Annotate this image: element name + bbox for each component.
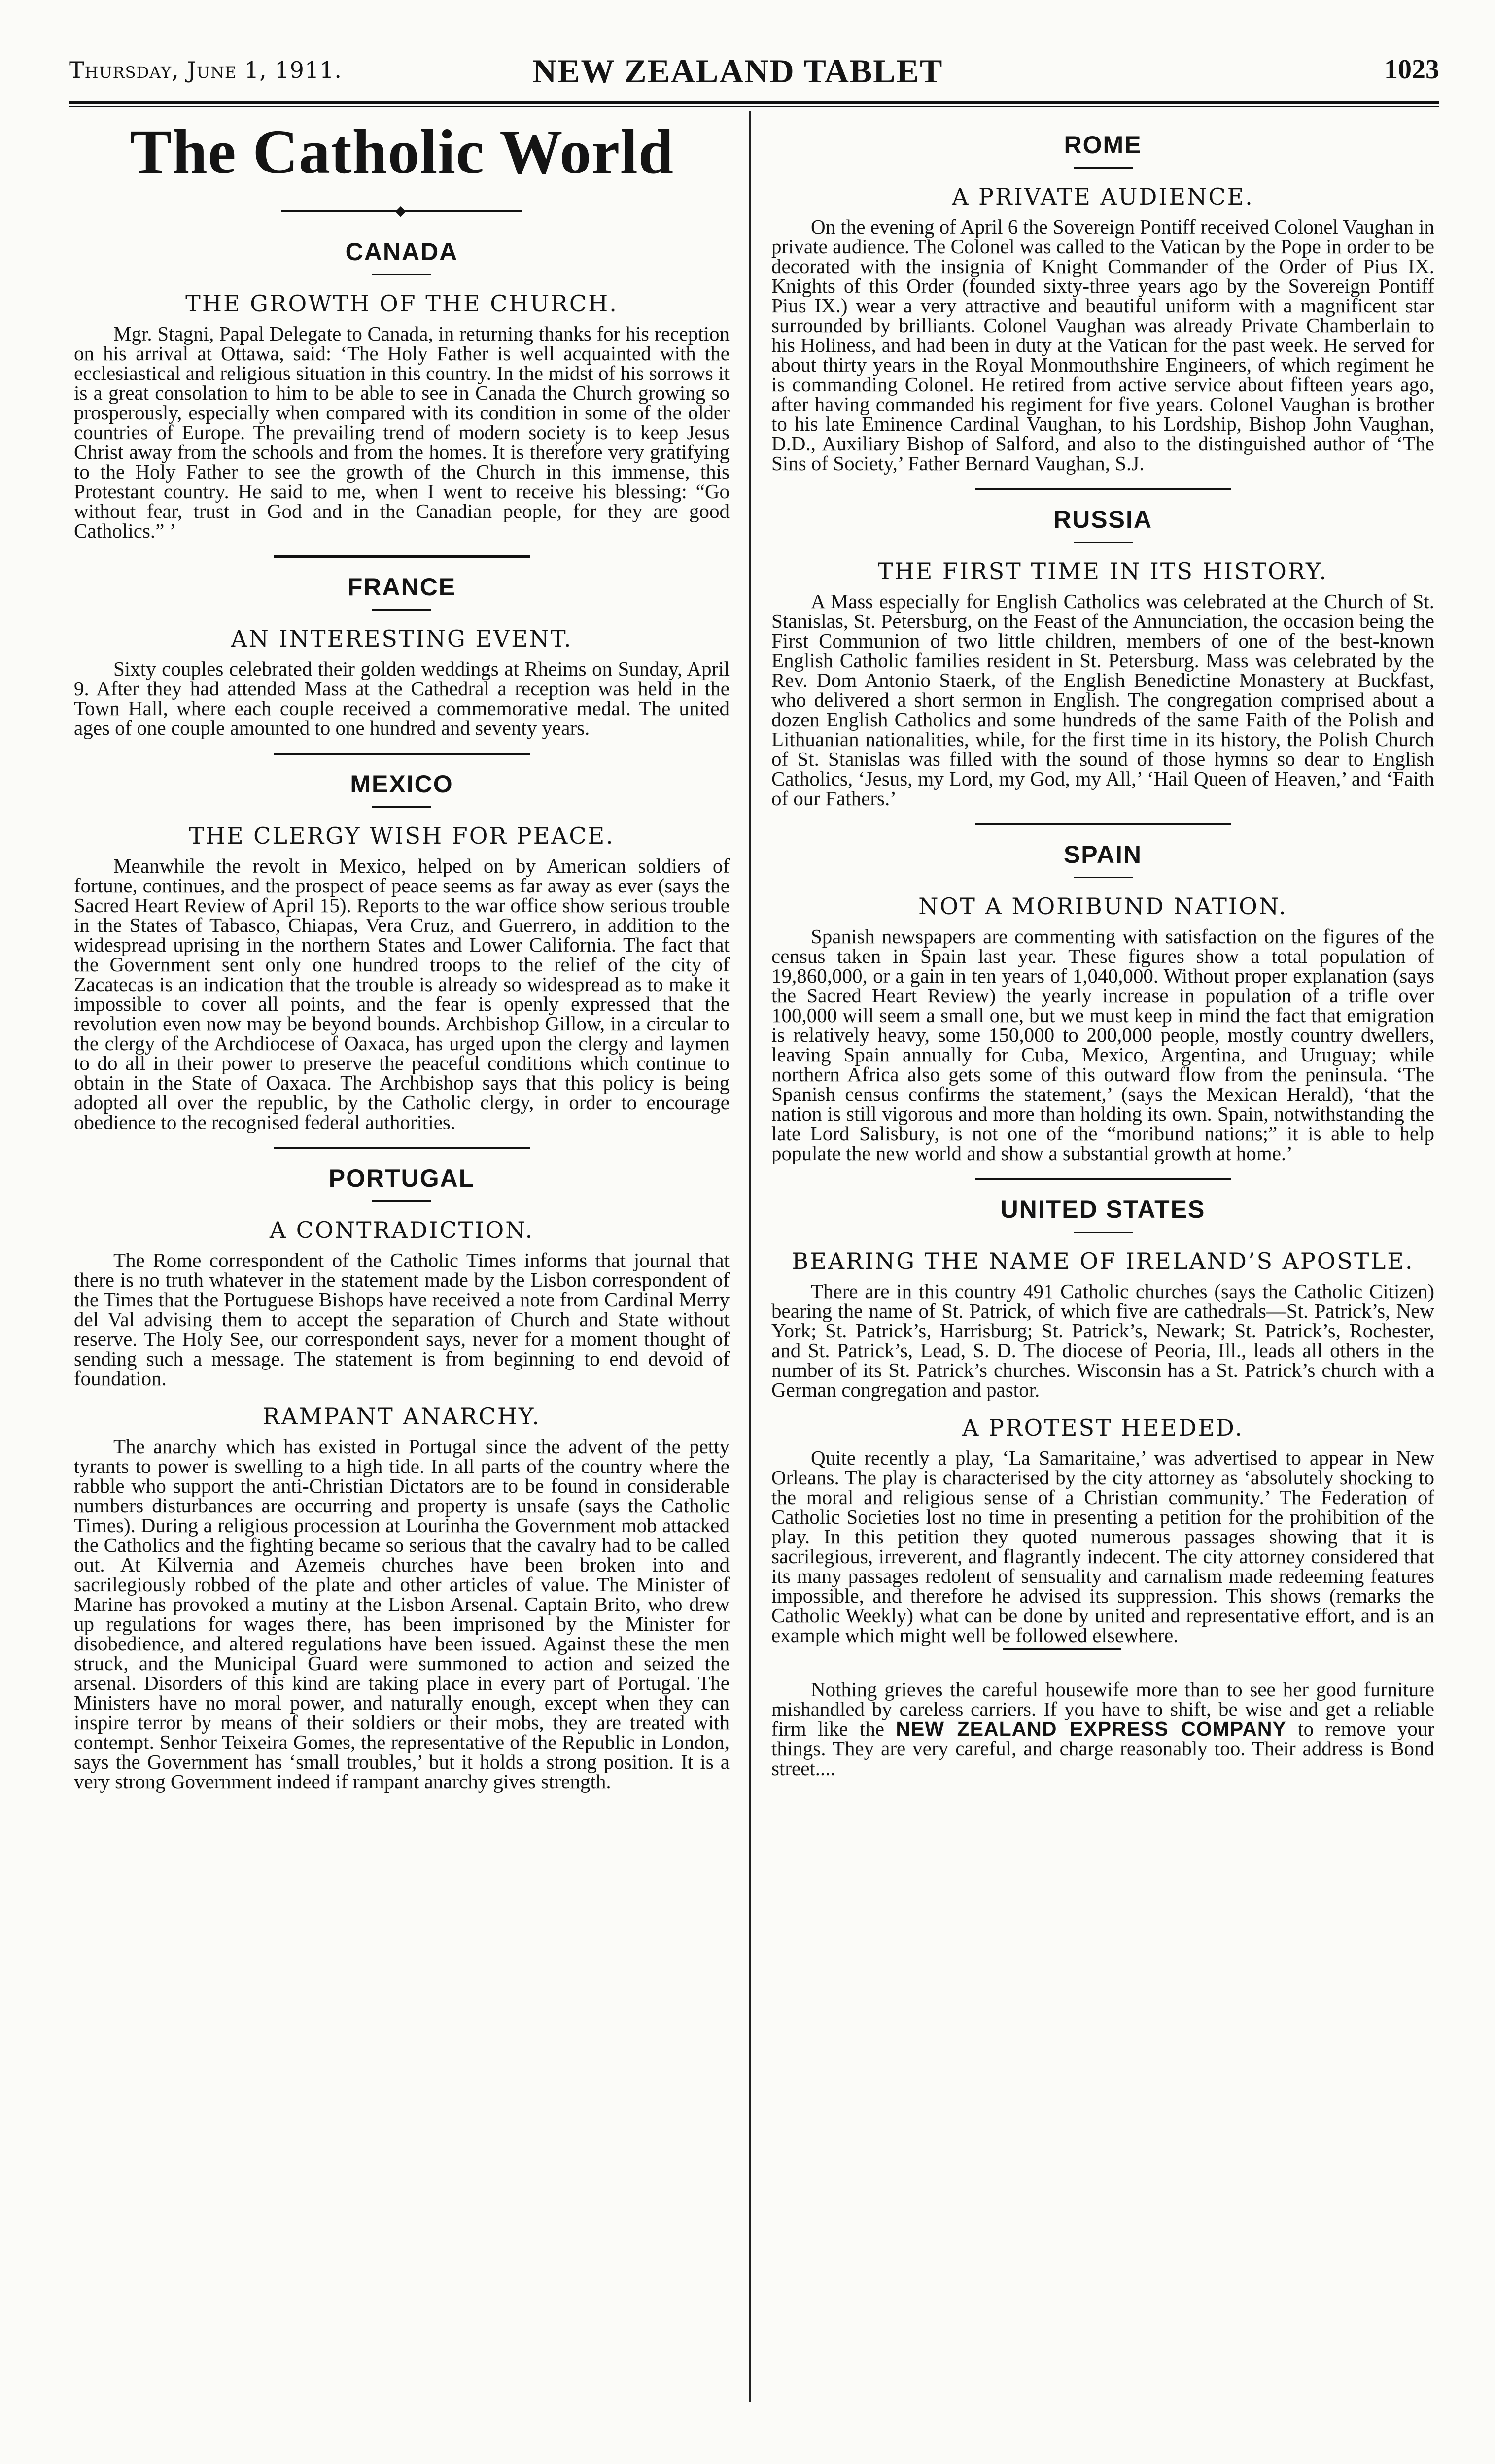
section-divider	[975, 823, 1231, 825]
section-heading: MEXICO	[350, 770, 453, 798]
heading-rule	[1074, 542, 1133, 543]
heading-rule	[372, 1200, 431, 1202]
article-subheading: A CONTRADICTION.	[269, 1217, 534, 1243]
title-ornament	[74, 203, 730, 218]
section-russia	[771, 505, 1434, 808]
section-divider	[975, 488, 1231, 490]
heading-rule	[372, 806, 431, 808]
section-mexico	[74, 770, 730, 1132]
page-header	[69, 52, 1439, 101]
article-subheading: BEARING THE NAME OF IRELAND’S APOSTLE.	[792, 1248, 1414, 1274]
article-subheading: THE GROWTH OF THE CHURCH.	[185, 290, 618, 317]
issue-date: Thursday, June 1, 1911.	[69, 57, 342, 83]
section-divider	[975, 1178, 1231, 1180]
article-subheading: RAMPANT ANARCHY.	[262, 1403, 541, 1430]
article-subheading: AN INTERESTING EVENT.	[231, 625, 573, 652]
left-column	[74, 111, 730, 1791]
section-canada	[74, 238, 730, 541]
article-body: A Mass especially for English Catholics was celebrated at the Church of St. Stanislas, St. Petersburg, on the Feast of the Annunciation, the occasion being the First Communion of two little children, members of one of the best-known English Catholic families resident in St. Petersburg. Mass was celebrated by the Rev. Dom Antonio Staerk, of the English Benedictine Monastery at Buckfast, who delivered a short sermon in English. The congregation comprised about a dozen English Catholics and some hundreds of the same Faith of the Polish and Lithuanian nationalities, while, for the first time in its history, the Polish Church of St. Stanislas was filled with the sound of those hymns so dear to English Catholics, ‘Jesus, my Lord, my God, my All,’ ‘Hail Queen of Heaven,’ and ‘Faith of our Fathers.’	[771, 590, 1434, 810]
header-rule-thin	[69, 106, 1439, 107]
heading-rule	[372, 274, 431, 275]
spacer	[74, 1388, 730, 1400]
right-column	[771, 111, 1434, 1778]
article-body: Quite recently a play, ‘La Samaritaine,’ was advertised to appear in New Orleans. The play is characterised by the city attorney as ‘absolutely shocking to the moral and religious sense of a Christian community.’ The Federation of Catholic Societies lost no time in presenting a petition for the prohibition of the play. In this petition they quoted numerous passages showing that it is sacrilegious, irreverent, and flagrantly indecent. The city attorney considered that its many passages redolent of sensuality and carnalism made redeeming features impossible, and therefore he advised its suppression. This shows (remarks the Catholic Weekly) what can be done by united and representative effort, and is an example which might well be followed elsewhere.	[771, 1446, 1434, 1646]
article-body: There are in this country 491 Catholic churches (says the Catholic Citizen) bearing the name of St. Patrick, of which five are cathedrals—St. Patrick’s, New York; St. Patrick’s, Harrisburg; St. Patrick’s, Newark; St. Patrick’s, Rochester, and St. Patrick’s, Lead, S. D. The diocese of Peoria, Ill., leads all others in the number of its St. Patrick’s churches. Wisconsin has a St. Patrick’s church with a German congregation and pastor.	[771, 1280, 1434, 1401]
heading-rule	[1074, 877, 1133, 878]
section-divider	[274, 753, 530, 755]
article-body: Sixty couples celebrated their golden weddings at Rheims on Sunday, April 9. After they had attended Mass at the Cathedral a reception was held in the Town Hall, where each couple received a commemorative medal. The united ages of one couple amounted to one hundred and seventy years.	[74, 657, 730, 739]
article-body: On the evening of April 6 the Sovereign Pontiff received Colonel Vaughan in private audience. The Colonel was called to the Vatican by the Pope in order to be decorated with the insignia of Knight Commander of the Order of Pius IX. Knights of this Order (founded sixty-three years ago by the Sovereign Pontiff Pius IX.) wear a very attractive and beautiful uniform with a magnificent star surrounded by brilliants. Colonel Vaughan was already Private Chamberlain to his Holiness, and had been in duty at the Vatican for the past week. He served for about thirty years in the Royal Monmouthshire Engineers, of which regiment he is commanding Colonel. He retired from active service about fifteen years ago, after having commanded his regiment for five years. Colonel Vaughan is brother to his late Eminence Cardinal Vaughan, to his Lordship, Bishop John Vaughan, D.D., Auxiliary Bishop of Salford, and also to the distinguished author of ‘The Sins of Society,’ Father Bernard Vaughan, S.J.	[771, 215, 1434, 475]
section-heading: RUSSIA	[1053, 506, 1152, 533]
article-subheading: THE FIRST TIME IN ITS HISTORY.	[877, 558, 1328, 584]
spacer	[771, 1400, 1434, 1411]
diamond-icon: ◆	[395, 203, 406, 219]
section-heading: FRANCE	[347, 573, 456, 601]
article-subheading: THE CLERGY WISH FOR PEACE.	[189, 822, 615, 849]
heading-rule	[372, 609, 431, 611]
section-portugal	[74, 1164, 730, 1791]
section-heading: SPAIN	[1063, 841, 1143, 868]
section-divider	[274, 1147, 530, 1149]
article-body: Spanish newspapers are commenting with satisfaction on the figures of the census taken in Spain last year. These figures show a total population of 19,860,000, or a gain in ten years of 1,040,000. Without proper explanation (says the Sacred Heart Review) the yearly increase in population of a trifle over 100,000 will seem a small one, but we must keep in mind the fact that emigration is relatively heavy, some 150,000 to 200,000 people, mostly country dwellers, leaving Spain annually for Cuba, Mexico, Argentina, and Uruguay; while northern Africa also gets some of this outward flow from the peninsula. ‘The Spanish census confirms the statement,’ (says the Mexican Herald), ‘that the nation is still vigorous and more than holding its own. Spain, notwithstanding the late Lord Salisbury, is not one of the “moribund nations;” it is able to help populate the new world and show a substantial growth at home.’	[771, 925, 1434, 1164]
header-rule-thick	[69, 101, 1439, 104]
heading-rule	[1074, 167, 1133, 169]
section-spain	[771, 840, 1434, 1163]
spacer	[771, 1650, 1434, 1679]
ad-company-name: NEW ZEALAND EXPRESS COMPANY	[896, 1717, 1286, 1740]
feature-title: The Catholic World	[130, 117, 674, 187]
page-number: 1023	[1384, 54, 1439, 85]
ad-text-before: Nothing grieves the careful housewife more than to see her good furniture mishandled by careless carriers. If you have to shift, be wise and get a reliable firm like the	[771, 1678, 1434, 1740]
masthead-title: NEW ZEALAND TABLET	[532, 52, 943, 90]
section-divider	[274, 555, 530, 558]
article-body: Mgr. Stagni, Papal Delegate to Canada, in returning thanks for his reception on his arrival at Ottawa, said: ‘The Holy Father is well acquainted with the ecclesiastical and religious situation in this country. In the midst of his sorrows it is a great consolation to him to be able to see in Canada the Church growing so prosperously, especially when compared with its condition in some of the older countries of Europe. The prevailing trend of modern society is to keep Jesus Christ away from the schools and from the homes. It is therefore very gratifying to the Holy Father to see the growth of the Church in this immense, this Protestant country. He said to me, when I went to receive his blessing: “Go without fear, trust in God and in the Canadian people, for they are good Catholics.” ’	[74, 322, 730, 542]
article-subheading: A PROTEST HEEDED.	[962, 1414, 1244, 1441]
section-united-states	[771, 1195, 1434, 1650]
article-body: Meanwhile the revolt in Mexico, helped on by American soldiers of fortune, continues, and the prospect of peace seems as far away as ever (says the Sacred Heart Review of April 15). Reports to the war office show serious trouble in the States of Tabasco, Chiapas, Vera Cruz, and Guerrero, in addition to the widespread uprising in the northern States and Lower California. The fact that the Government sent only one hundred troops to the relief of the city of Zacatecas is an indication that the trouble is already so widespread as to make it impossible to cover all points, and the fear is openly expressed that the revolution even now may be beyond bounds. Archbishop Gillow, in a circular to the clergy of the Archdiocese of Oaxaca, has urged upon the clergy and laymen to do all in their power to preserve the peaceful conditions which continue to obtain in the State of Oaxaca. The Archbishop says that this policy is being adopted all over the republic, by the Catholic clergy, in order to encourage obedience to the recognised federal authorities.	[74, 855, 730, 1133]
section-france	[74, 573, 730, 738]
heading-rule	[1074, 1232, 1133, 1233]
section-heading: UNITED STATES	[1000, 1196, 1206, 1223]
article-subheading: A PRIVATE AUDIENCE.	[952, 183, 1254, 210]
section-heading: CANADA	[345, 238, 458, 266]
column-divider	[749, 111, 751, 2402]
section-rome	[771, 131, 1434, 473]
section-heading: ROME	[1064, 131, 1142, 159]
ad-text-after: to remove your things. They are very careful, and charge reasonably too. Their address is Bond street....	[771, 1717, 1434, 1780]
advertisement	[771, 1679, 1434, 1778]
article-body: The Rome correspondent of the Catholic Times informs that journal that there is no truth whatever in the statement made by the Lisbon correspondent of the Times that the Portuguese Bishops have received a note from Cardinal Merry del Val advising them to accept the separation of Church and State without reserve. The Holy See, our correspondent says, never for a moment thought of sending such a message. The statement is from beginning to end devoid of foundation.	[74, 1249, 730, 1390]
article-body: The anarchy which has existed in Portugal since the advent of the petty tyrants to power is swelling to a high tide. In all parts of the country where the rabble who support the anti-Christian Dictators are to be found in considerable numbers disturbances are occurring and property is unsafe (says the Catholic Times). During a religious procession at Lourinha the Government mob attacked the Catholics and the fighting became so serious that the cavalry had to be called out. At Kilvernia and Azemeis churches have been broken into and sacrilegiously robbed of the plate and other articles of value. The Minister of Marine has provoked a mutiny at the Lisbon Arsenal. Captain Brito, who drew up regulations for wages there, has been imprisoned by the Minister for disobedience, and altered regulations have been issued. Against these the men struck, and the Municipal Guard were summoned to action and seized the arsenal. Disorders of this kind are taking place in every part of Portugal. The Ministers have no moral power, and naturally enough, except when they can inspire terror by means of their soldiers or their mobs, they are treated with contempt. Senhor Teixeira Gomes, the representative of the Republic in London, says the Government has ‘small troubles,’ but it holds a strong position. It is a very strong Government indeed if rampant anarchy gives strength.	[74, 1435, 730, 1793]
section-heading: PORTUGAL	[328, 1164, 475, 1192]
article-subheading: NOT A MORIBUND NATION.	[918, 893, 1287, 920]
